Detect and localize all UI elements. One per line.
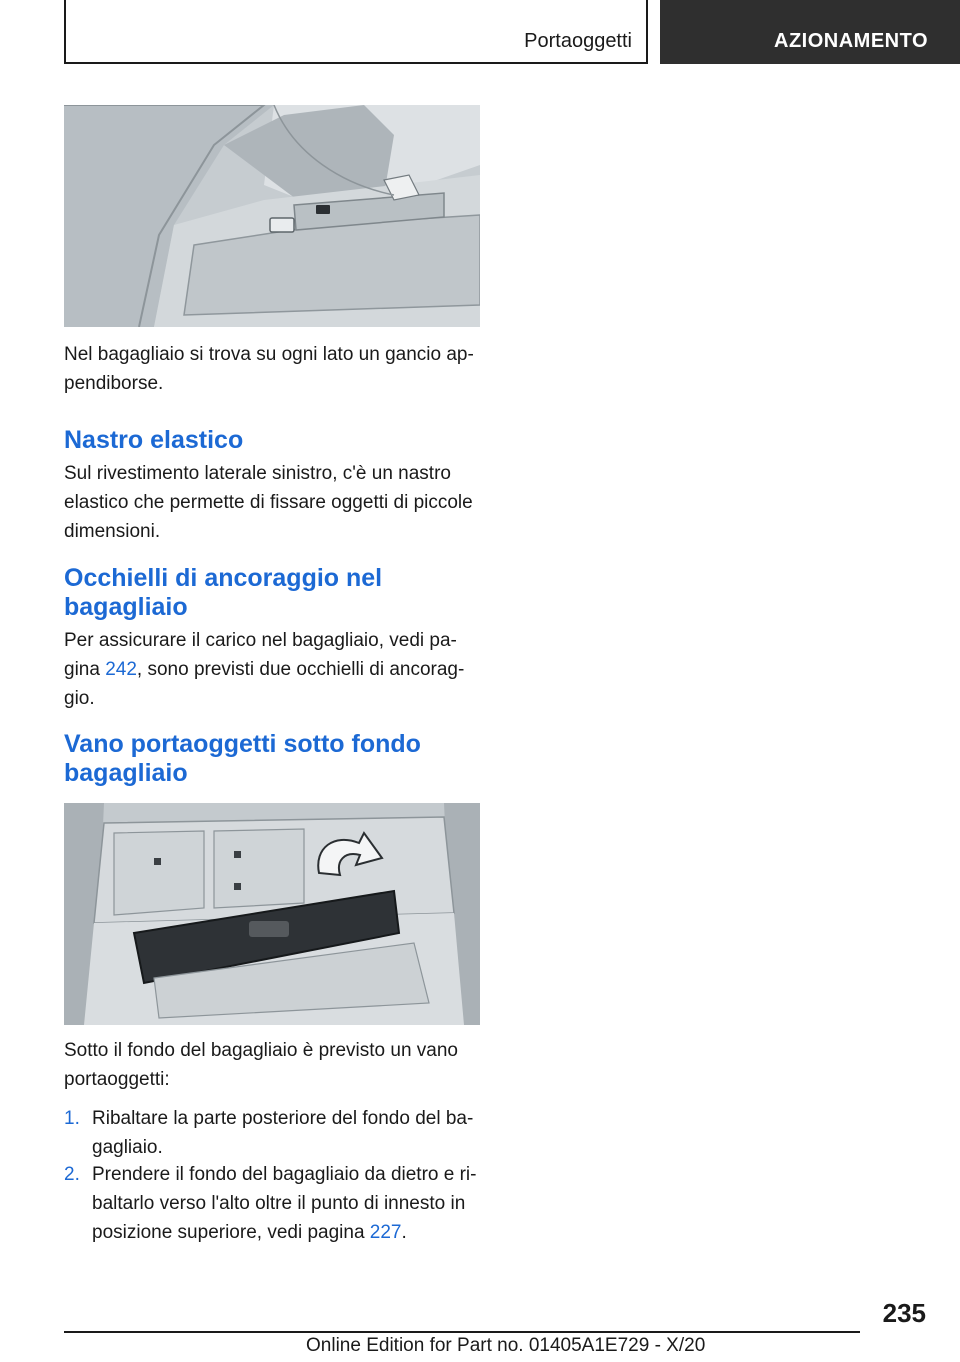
intro-paragraph xyxy=(64,340,484,398)
step-2 xyxy=(64,1160,484,1247)
header-section-title: Portaoggetti xyxy=(524,30,632,52)
page-number: 235 xyxy=(882,1298,926,1328)
anchor-line-2-post: , sono previsti due occhielli di ancorag- xyxy=(136,659,465,680)
storage-line-2: portaoggetti: xyxy=(64,1069,170,1090)
anchor-paragraph xyxy=(64,626,484,713)
elastic-heading: Nastro elastico xyxy=(64,426,244,454)
storage-line-1: Sotto il fondo del bagagliaio è previsto un vano xyxy=(64,1040,458,1061)
page-link-242[interactable]: 242 xyxy=(105,659,137,680)
elastic-paragraph xyxy=(64,459,484,546)
step-2-line-3-pre: posizione superiore, vedi pagina xyxy=(92,1222,370,1243)
elastic-line-1: Sul rivestimento laterale sinistro, c'è un nastro xyxy=(64,463,451,484)
anchor-heading-line-1: Occhielli di ancoraggio nel xyxy=(64,564,383,592)
anchor-heading-line-2: bagagliaio xyxy=(64,593,188,621)
anchor-line-1: Per assicurare il carico nel bagagliaio, vedi pa- xyxy=(64,630,457,651)
intro-line-2: pendiborse. xyxy=(64,373,164,394)
step-2-line-1: Prendere il fondo del bagagliaio da dietro e ri- xyxy=(92,1164,477,1185)
step-2-line-2: baltarlo verso l'alto oltre il punto di innesto in xyxy=(92,1193,466,1214)
trunk-side-hook-figure xyxy=(64,105,480,327)
storage-paragraph xyxy=(64,1036,484,1094)
header-chapter-title: AZIONAMENTO xyxy=(774,30,929,52)
footer-edition: Online Edition for Part no. 01405A1E729 - X/20 xyxy=(306,1335,706,1356)
elastic-line-3: dimensioni. xyxy=(64,521,161,542)
storage-heading-line-1: Vano portaoggetti sotto fondo xyxy=(64,730,421,758)
header-section-box xyxy=(64,0,648,64)
step-1 xyxy=(64,1104,484,1162)
step-2-number: 2. xyxy=(64,1164,80,1185)
storage-heading-line-2: bagagliaio xyxy=(64,759,188,787)
step-1-line-1: Ribaltare la parte posteriore del fondo del ba- xyxy=(92,1108,474,1129)
page-link-227[interactable]: 227 xyxy=(369,1222,402,1243)
anchor-line-2-pre: gina xyxy=(64,659,106,680)
anchor-line-3: gio. xyxy=(64,688,95,709)
step-2-text xyxy=(92,1160,484,1247)
anchor-heading xyxy=(64,564,484,622)
step-1-line-2: gagliaio. xyxy=(92,1137,163,1158)
header-chapter-tab xyxy=(660,0,960,64)
step-2-line-3-post: . xyxy=(401,1222,407,1243)
elastic-line-2: elastico che permette di fissare oggetti di piccole xyxy=(64,492,473,513)
step-1-text xyxy=(92,1104,484,1162)
step-1-number: 1. xyxy=(64,1108,80,1129)
trunk-side-hook-illustration xyxy=(64,105,480,327)
trunk-floor-storage-figure xyxy=(64,803,480,1025)
trunk-floor-storage-illustration xyxy=(64,803,480,1025)
intro-line-1: Nel bagagliaio si trova su ogni lato un gancio ap- xyxy=(64,344,474,365)
footer-divider xyxy=(64,1331,860,1333)
storage-heading xyxy=(64,730,484,788)
